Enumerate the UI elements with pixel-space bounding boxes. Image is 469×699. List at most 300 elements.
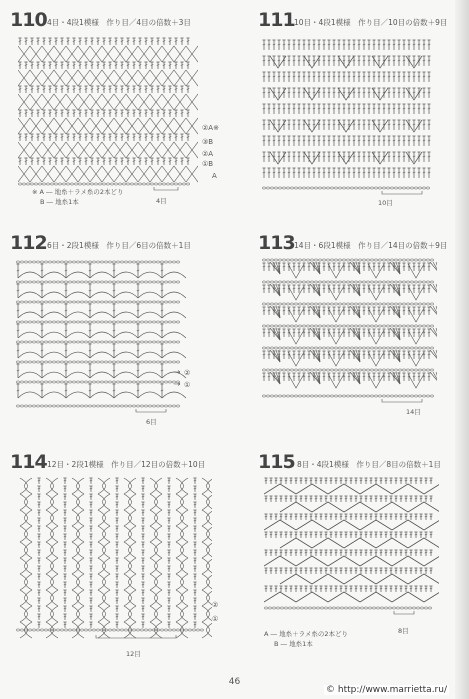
chain-symbol	[398, 325, 402, 327]
chain-symbol	[200, 629, 204, 631]
pattern-111-repeat-label: 10目	[378, 199, 393, 207]
v-stitch-group	[288, 352, 304, 366]
pattern-115-repeat-label: 8目	[398, 627, 409, 635]
chain-symbol	[112, 381, 116, 383]
lattice-line	[66, 142, 90, 158]
cable-symbol	[181, 542, 189, 558]
chain-symbol	[128, 341, 132, 343]
pattern-110-chart	[18, 32, 198, 192]
arch-symbol	[138, 392, 162, 398]
chain-symbol	[330, 347, 334, 349]
fan-stitch	[430, 284, 437, 296]
zigzag-line	[392, 520, 424, 530]
chain-symbol	[124, 281, 128, 283]
chain-symbol	[80, 405, 84, 407]
lattice-line	[162, 94, 186, 110]
chain-symbol	[120, 341, 124, 343]
chain-symbol	[358, 187, 362, 189]
chain-symbol	[104, 281, 108, 283]
chain-symbol	[406, 395, 410, 397]
v-stitch-group	[304, 88, 320, 100]
lattice-line	[42, 94, 66, 110]
chain-symbol	[100, 341, 104, 343]
chain-symbol	[144, 361, 148, 363]
chain-symbol	[80, 381, 84, 383]
chain-symbol	[402, 187, 406, 189]
chain-symbol	[278, 347, 282, 349]
lattice-line	[18, 142, 42, 158]
chain-symbol	[140, 361, 144, 363]
chain-symbol	[50, 183, 54, 185]
chain-symbol	[398, 187, 402, 189]
chain-symbol	[160, 629, 164, 631]
chain-symbol	[122, 183, 126, 185]
chain-symbol	[128, 381, 132, 383]
chain-symbol	[174, 183, 178, 185]
v-stitch-group	[408, 264, 424, 278]
lattice-line	[66, 70, 90, 86]
cable-symbol	[46, 574, 54, 590]
chain-symbol	[156, 321, 160, 323]
lattice-line	[90, 118, 114, 134]
lattice-line	[162, 46, 186, 62]
chain-symbol	[52, 261, 56, 263]
chain-symbol	[86, 183, 90, 185]
chain-symbol	[418, 325, 422, 327]
chain-symbol	[372, 607, 376, 609]
chain-symbol	[44, 341, 48, 343]
chain-symbol	[112, 281, 116, 283]
chain-symbol	[106, 183, 110, 185]
chain-symbol	[342, 259, 346, 261]
lattice-line	[90, 46, 114, 62]
cable-symbol	[103, 478, 111, 494]
v-stitch-group	[288, 308, 304, 322]
chain-symbol	[84, 361, 88, 363]
chain-symbol	[394, 347, 398, 349]
chain-symbol	[314, 325, 318, 327]
chain-symbol	[144, 321, 148, 323]
chain-symbol	[334, 347, 338, 349]
chain-symbol	[378, 187, 382, 189]
chain-symbol	[370, 259, 374, 261]
chain-symbol	[274, 325, 278, 327]
arch-symbol	[66, 332, 90, 338]
chain-symbol	[140, 321, 144, 323]
v-stitch-group	[372, 152, 388, 164]
chain-symbol	[52, 405, 56, 407]
cable-symbol	[20, 478, 28, 494]
chain-symbol	[298, 369, 302, 371]
chain-symbol	[394, 369, 398, 371]
lattice-line	[66, 166, 90, 182]
chain-symbol	[326, 187, 330, 189]
chain-symbol	[34, 183, 38, 185]
chain-symbol	[290, 347, 294, 349]
lattice-line	[42, 46, 66, 62]
chain-symbol	[318, 395, 322, 397]
chain-symbol	[96, 405, 100, 407]
chain-symbol	[172, 341, 176, 343]
chain-symbol	[120, 381, 124, 383]
chain-symbol	[278, 259, 282, 261]
chain-symbol	[164, 405, 168, 407]
chain-symbol	[80, 281, 84, 283]
chain-symbol	[362, 281, 366, 283]
chain-symbol	[116, 281, 120, 283]
chain-symbol	[394, 259, 398, 261]
fan-stitch	[310, 328, 320, 340]
chain-symbol	[292, 607, 296, 609]
chain-symbol	[124, 321, 128, 323]
chain-symbol	[22, 183, 26, 185]
chain-symbol	[278, 325, 282, 327]
chain-symbol	[92, 261, 96, 263]
chain-symbol	[282, 395, 286, 397]
lattice-line	[162, 166, 186, 182]
chain-symbol	[152, 281, 156, 283]
chain-symbol	[350, 281, 354, 283]
chain-symbol	[128, 261, 132, 263]
chain-symbol	[354, 395, 358, 397]
chain-symbol	[104, 341, 108, 343]
chain-symbol	[406, 303, 410, 305]
cable-symbol	[129, 606, 137, 622]
chain-symbol	[172, 281, 176, 283]
pattern-110-repeat-label: 4目	[156, 197, 167, 205]
chain-symbol	[64, 281, 68, 283]
zigzag-line	[424, 592, 439, 602]
chain-symbol	[342, 325, 346, 327]
chain-symbol	[16, 405, 20, 407]
lattice-line	[114, 46, 138, 62]
chain-symbol	[88, 629, 92, 631]
zigzag-line	[328, 520, 360, 530]
chain-symbol	[350, 259, 354, 261]
arch-symbol	[42, 332, 66, 338]
chain-symbol	[24, 281, 28, 283]
cable-symbol	[176, 558, 184, 574]
chain-symbol	[280, 607, 284, 609]
page-number: 46	[228, 677, 241, 687]
chain-symbol	[72, 321, 76, 323]
chain-symbol	[430, 281, 434, 283]
pattern-115-note: A ― 地糸＋ラメ糸の2本どり	[264, 630, 349, 638]
chain-symbol	[382, 325, 386, 327]
chain-symbol	[310, 347, 314, 349]
chain-symbol	[262, 281, 266, 283]
arch-symbol	[18, 332, 42, 338]
chain-symbol	[278, 303, 282, 305]
lattice-line	[66, 94, 90, 110]
arch-symbol	[90, 312, 114, 318]
v-stitch-group	[328, 352, 344, 366]
cable-symbol	[72, 526, 80, 542]
chain-symbol	[48, 361, 52, 363]
cable-symbol	[51, 542, 59, 558]
chain-symbol	[24, 301, 28, 303]
chain-symbol	[108, 261, 112, 263]
fan-stitch	[310, 284, 320, 296]
chain-symbol	[28, 381, 32, 383]
chain-symbol	[46, 183, 50, 185]
chain-symbol	[168, 281, 172, 283]
arch-symbol	[66, 292, 90, 298]
chain-symbol	[76, 321, 80, 323]
chain-symbol	[362, 369, 366, 371]
zigzag-line	[296, 556, 328, 566]
cable-symbol	[51, 590, 59, 606]
cable-symbol	[51, 494, 59, 510]
chain-symbol	[390, 187, 394, 189]
zigzag-line	[296, 484, 328, 494]
chain-symbol	[160, 381, 164, 383]
chain-symbol	[64, 361, 68, 363]
chain-symbol	[406, 259, 410, 261]
lattice-line	[90, 46, 114, 62]
chain-symbol	[404, 607, 408, 609]
chain-symbol	[60, 321, 64, 323]
chain-symbol	[318, 259, 322, 261]
cable-symbol	[129, 574, 137, 590]
chain-symbol	[92, 405, 96, 407]
chain-symbol	[64, 629, 68, 631]
chain-symbol	[306, 187, 310, 189]
cable-symbol	[124, 606, 132, 622]
chain-symbol	[78, 183, 82, 185]
cable-symbol	[72, 590, 80, 606]
chain-symbol	[40, 381, 44, 383]
lattice-line	[162, 142, 186, 158]
cable-symbol	[150, 542, 158, 558]
cable-symbol	[98, 494, 106, 510]
chain-symbol	[330, 187, 334, 189]
chain-symbol	[354, 325, 358, 327]
chain-symbol	[108, 301, 112, 303]
lattice-line	[162, 70, 186, 86]
chain-symbol	[346, 347, 350, 349]
chain-symbol	[56, 281, 60, 283]
zigzag-line	[408, 502, 439, 512]
cable-symbol	[202, 574, 210, 590]
chain-symbol	[412, 607, 416, 609]
chain-symbol	[48, 281, 52, 283]
chain-symbol	[262, 187, 266, 189]
chain-symbol	[312, 607, 316, 609]
chain-symbol	[386, 325, 390, 327]
cable-symbol	[155, 590, 163, 606]
chain-symbol	[24, 321, 28, 323]
fan-stitch	[350, 262, 360, 274]
chain-symbol	[382, 303, 386, 305]
chain-symbol	[116, 321, 120, 323]
chain-symbol	[48, 405, 52, 407]
chain-symbol	[326, 347, 330, 349]
v-stitch-group	[408, 330, 424, 344]
chain-symbol	[28, 281, 32, 283]
chain-symbol	[20, 381, 24, 383]
chain-symbol	[354, 303, 358, 305]
cable-symbol	[25, 542, 33, 558]
chain-symbol	[314, 369, 318, 371]
repeat-bracket	[382, 191, 422, 194]
cable-symbol	[124, 558, 132, 574]
chain-symbol	[306, 369, 310, 371]
cable-symbol	[98, 526, 106, 542]
pattern-110-row-label: ②A	[202, 150, 214, 158]
chain-symbol	[52, 629, 56, 631]
chain-symbol	[132, 341, 136, 343]
cable-symbol	[202, 558, 210, 574]
chain-symbol	[288, 607, 292, 609]
lattice-line	[114, 166, 138, 182]
chain-symbol	[346, 395, 350, 397]
chain-symbol	[420, 607, 424, 609]
chain-symbol	[36, 361, 40, 363]
chain-symbol	[96, 281, 100, 283]
chain-symbol	[322, 303, 326, 305]
lattice-line	[18, 46, 42, 62]
chain-symbol	[64, 381, 68, 383]
chain-symbol	[418, 281, 422, 283]
chain-symbol	[108, 405, 112, 407]
chain-symbol	[152, 405, 156, 407]
pattern-112-chart	[16, 256, 191, 416]
chain-symbol	[314, 281, 318, 283]
cable-symbol	[202, 542, 210, 558]
chain-symbol	[52, 341, 56, 343]
chain-symbol	[414, 303, 418, 305]
chain-symbol	[162, 183, 166, 185]
cable-symbol	[155, 606, 163, 622]
zigzag-line	[360, 484, 392, 494]
chain-symbol	[366, 187, 370, 189]
chain-symbol	[422, 325, 426, 327]
chain-symbol	[374, 395, 378, 397]
chain-symbol	[148, 405, 152, 407]
chain-symbol	[294, 187, 298, 189]
chain-symbol	[168, 405, 172, 407]
chain-symbol	[330, 281, 334, 283]
chain-symbol	[130, 183, 134, 185]
cable-symbol	[176, 526, 184, 542]
chain-symbol	[36, 321, 40, 323]
chain-symbol	[88, 281, 92, 283]
chain-symbol	[144, 301, 148, 303]
fan-stitch	[390, 350, 400, 362]
lattice-line	[138, 142, 162, 158]
chain-symbol	[334, 259, 338, 261]
chain-symbol	[366, 369, 370, 371]
cable-symbol	[150, 510, 158, 526]
chain-symbol	[112, 405, 116, 407]
chain-symbol	[320, 607, 324, 609]
chain-symbol	[96, 361, 100, 363]
chain-symbol	[278, 281, 282, 283]
chain-symbol	[64, 405, 68, 407]
chain-symbol	[148, 301, 152, 303]
chain-symbol	[74, 183, 78, 185]
cable-symbol	[176, 574, 184, 590]
chain-symbol	[426, 325, 430, 327]
cable-symbol	[129, 590, 137, 606]
chain-symbol	[286, 347, 290, 349]
chain-symbol	[430, 325, 434, 327]
fan-stitch	[390, 284, 400, 296]
v-stitch-group	[328, 264, 344, 278]
chain-symbol	[28, 629, 32, 631]
chain-symbol	[334, 303, 338, 305]
fan-stitch	[270, 284, 280, 296]
chain-symbol	[40, 629, 44, 631]
pattern-110-note: ※ A ― 地糸＋ラメ糸の2本どり	[32, 188, 124, 196]
chain-symbol	[100, 405, 104, 407]
cable-symbol	[25, 510, 33, 526]
chain-symbol	[120, 361, 124, 363]
chain-symbol	[358, 303, 362, 305]
cable-symbol	[51, 478, 59, 494]
pattern-110-note: B ― 地糸1本	[40, 198, 79, 206]
chain-symbol	[64, 321, 68, 323]
lattice-line	[90, 70, 114, 86]
repeat-bracket	[136, 409, 166, 412]
chain-symbol	[270, 369, 274, 371]
chain-symbol	[64, 261, 68, 263]
chain-symbol	[168, 321, 172, 323]
chain-symbol	[68, 361, 72, 363]
chain-symbol	[28, 361, 32, 363]
chain-symbol	[88, 261, 92, 263]
arch-symbol	[114, 332, 138, 338]
cable-symbol	[72, 510, 80, 526]
chain-symbol	[286, 259, 290, 261]
chain-symbol	[396, 607, 400, 609]
cable-symbol	[129, 542, 137, 558]
chain-symbol	[310, 187, 314, 189]
chain-symbol	[68, 405, 72, 407]
chain-symbol	[378, 259, 382, 261]
chain-symbol	[176, 405, 180, 407]
arch-symbol	[114, 352, 138, 358]
pattern-112-repeat-label: 6目	[146, 418, 157, 426]
chain-symbol	[140, 405, 144, 407]
chain-symbol	[164, 341, 168, 343]
arch-symbol	[18, 292, 42, 298]
chain-symbol	[52, 361, 56, 363]
v-stitch-group	[328, 286, 344, 300]
repeat-bracket	[382, 399, 422, 402]
chain-symbol	[386, 395, 390, 397]
chain-symbol	[44, 405, 48, 407]
cable-symbol	[77, 574, 85, 590]
chain-symbol	[148, 261, 152, 263]
chain-symbol	[266, 369, 270, 371]
chain-symbol	[328, 607, 332, 609]
chain-symbol	[132, 321, 136, 323]
chain-symbol	[358, 395, 362, 397]
chain-symbol	[136, 301, 140, 303]
lattice-line	[114, 118, 138, 134]
chain-symbol	[80, 341, 84, 343]
chain-symbol	[156, 629, 160, 631]
chain-symbol	[386, 187, 390, 189]
zigzag-line	[296, 592, 328, 602]
chain-symbol	[274, 259, 278, 261]
v-stitch-group	[288, 264, 304, 278]
chain-symbol	[364, 607, 368, 609]
cable-symbol	[25, 590, 33, 606]
zigzag-line	[360, 556, 392, 566]
